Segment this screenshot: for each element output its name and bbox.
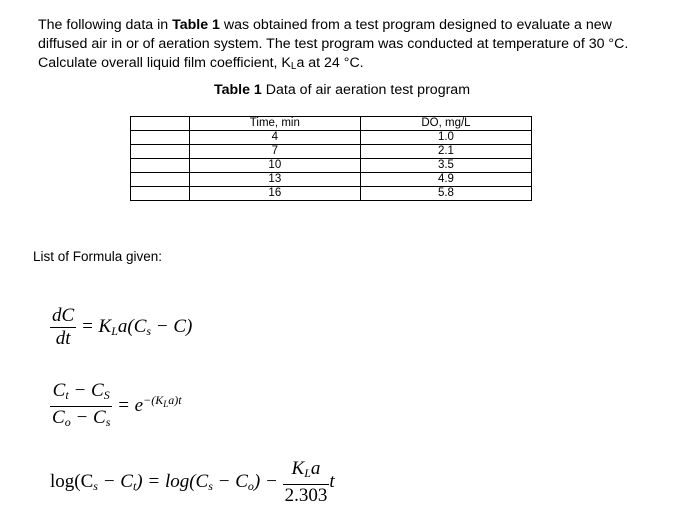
table-header-time: Time, min <box>189 117 360 131</box>
time-cell: 10 <box>189 159 360 173</box>
time-cell: 7 <box>189 145 360 159</box>
formula-2-fraction: $\frac{C_t - C_S}{C_o - C_s}$ <box>52 380 111 429</box>
time-cell: 4 <box>189 131 360 145</box>
table-row <box>131 145 532 159</box>
aeration-data-table <box>130 116 532 201</box>
do-cell: 1.0 <box>360 131 531 145</box>
problem-statement <box>38 16 658 76</box>
formula-3-fraction: $\frac{K_La}{2.303}$ <box>284 458 328 506</box>
table-header-blank <box>131 117 190 131</box>
time-cell: 16 <box>189 187 360 201</box>
formula-log-equation: $\log(C_s - C_t) = \log(C_s - C_o)$ − $\frac{K_La}{2.303}$ t <box>50 458 335 506</box>
formula-rate-equation: $\frac{dC}{dt}$ = $K_La(C_s - C)$ <box>52 305 193 349</box>
formula-list-heading: List of Formula given: <box>33 249 163 264</box>
table-row <box>131 159 532 173</box>
problem-text: The following data in Table 1 was obtained from a test program designed to evaluate a new diffused air in or of aeration system. The test program was conducted at temperature of 30 °C. Calculate overall liquid film coefficient, $K_La$ at 24 °C. <box>38 17 629 72</box>
table-header-do: DO, mg/L <box>360 117 531 131</box>
table-reference: Table 1 <box>172 17 220 33</box>
do-cell: 4.9 <box>360 173 531 187</box>
table-caption: Table 1 Data of air aeration test program <box>213 82 471 98</box>
table-row <box>131 187 532 201</box>
do-cell: 3.5 <box>360 159 531 173</box>
do-cell: 5.8 <box>360 187 531 201</box>
formula-2-exponent: −(KLa)t <box>143 392 182 409</box>
do-cell: 2.1 <box>360 145 531 159</box>
table-row <box>131 173 532 187</box>
formula-1-fraction: $\frac{dC}{dt}$ <box>52 305 75 349</box>
table-header-row <box>131 117 532 131</box>
time-cell: 13 <box>189 173 360 187</box>
table-row <box>131 131 532 145</box>
formula-exponential-equation: $\frac{C_t - C_S}{C_o - C_s}$ = $e^{-(K_La)t}$ <box>50 380 182 433</box>
